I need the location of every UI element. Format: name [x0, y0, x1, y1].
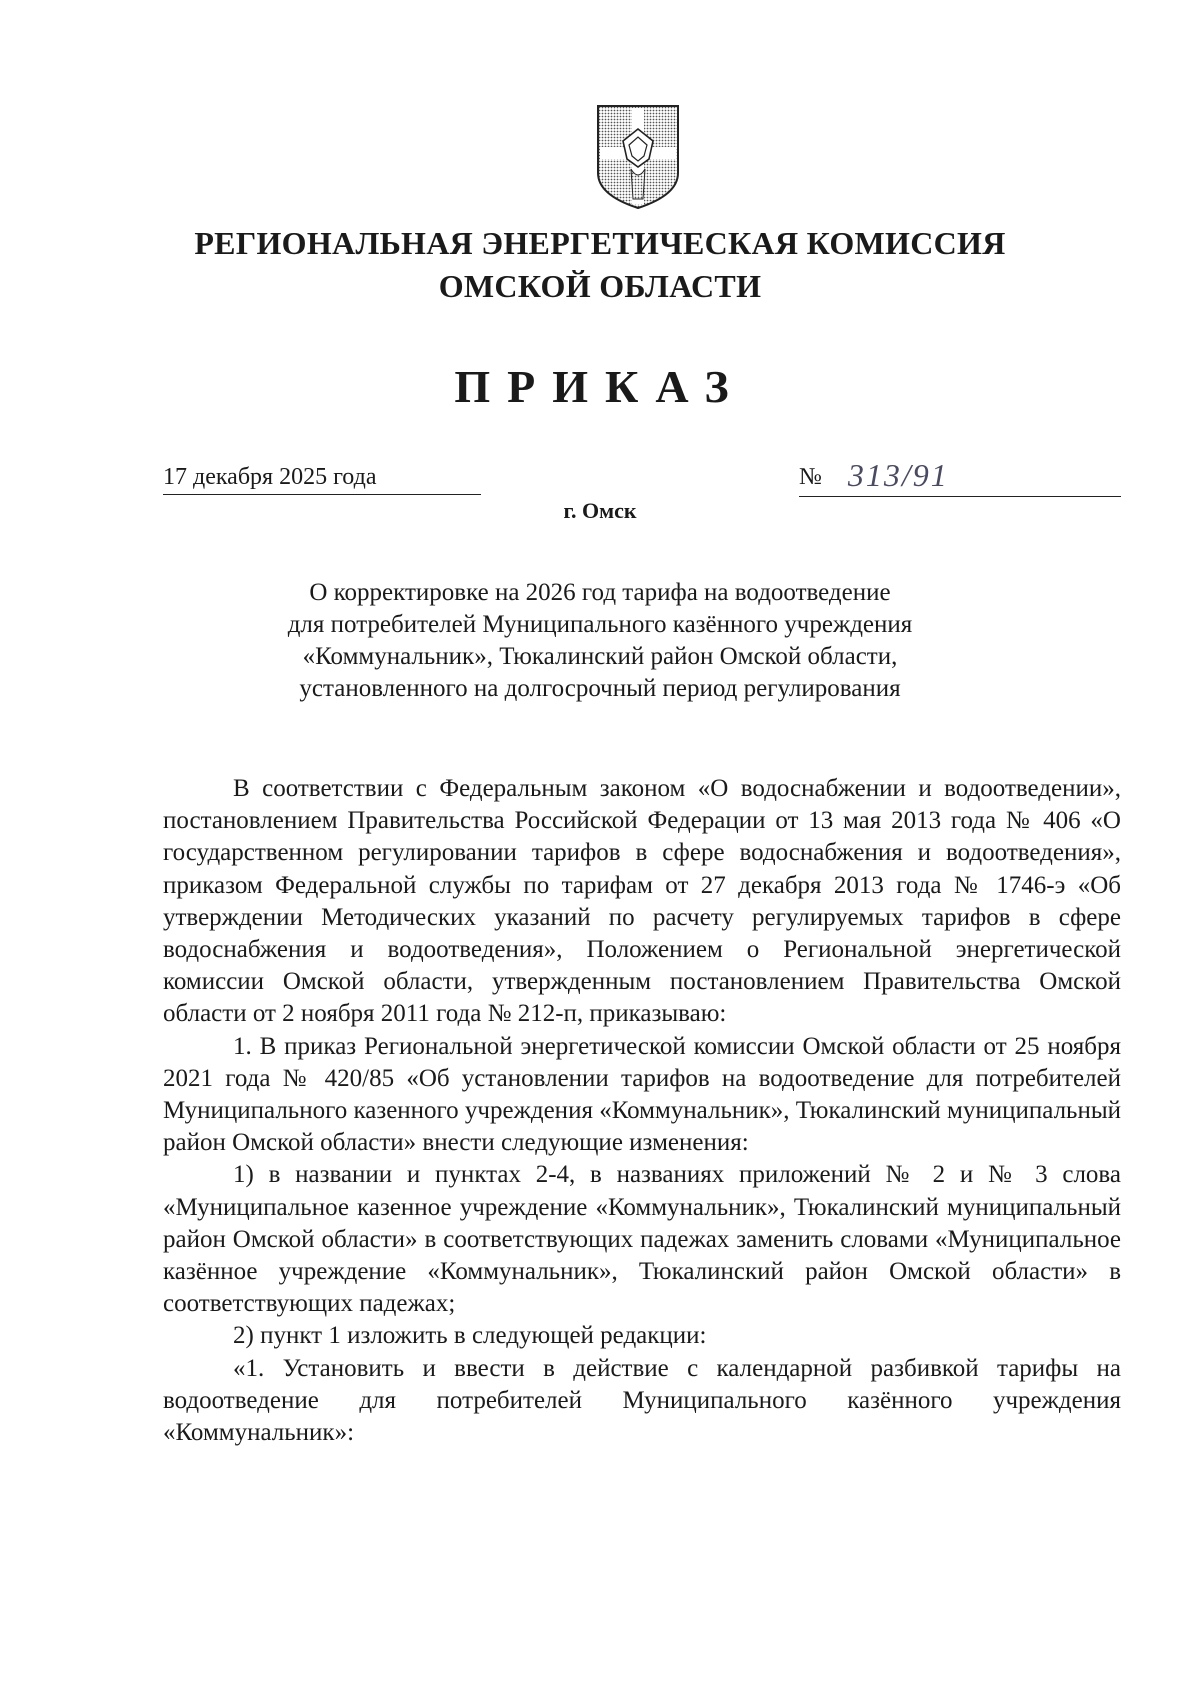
document-type-title: ПРИКАЗ [454, 361, 746, 412]
number-sign: № [799, 464, 822, 490]
document-number-handwritten: 313/91 [847, 457, 949, 493]
document-date: 17 декабря 2025 года [163, 460, 481, 495]
subject-line: установленного на долгосрочный период регулирования [299, 675, 901, 702]
document-number-field [799, 458, 1121, 497]
document-subject [0, 577, 1200, 705]
body-paragraph-subitem-2: 2) пункт 1 изложить в следующей редакции: [233, 1322, 707, 1350]
body-paragraph-preamble: В соответствии с Федеральным законом «О водоснабжении и водоотведении», постановлением Правительства Российской Федерации от 13 мая 2013 года № 406 «О государственном регулировании тарифов в сфере водоснабжения и водоотведения», приказом Федеральной службы по тарифам от 27 декабря 2013 года № 1746-э «Об утверждении Методических указаний по расчету регулируемых тарифов в сфере водоснабжения и водоотведения», Положением о Региональной энергетической комиссии Омской области, утвержденным постановлением Правительства Омской области от 2 ноября 2011 года № 212-п, приказываю: [163, 775, 1121, 1028]
coat-of-arms-emblem [595, 103, 681, 211]
document-body [163, 773, 1121, 1449]
city-name: г. Омск [563, 498, 637, 523]
body-paragraph-item-1: 1. В приказ Региональной энергетической комиссии Омской области от 25 ноября 2021 года № 420/85 «Об установлении тарифов на водоотведение для потребителей Муниципального казенного учреждения «Коммунальник», Тюкалинский муниципальный район Омской области» внести следующие изменения: [163, 1032, 1121, 1157]
subject-line: для потребителей Муниципального казённого учреждения [287, 611, 913, 638]
organization-name-line2: ОМСКОЙ ОБЛАСТИ [438, 268, 762, 304]
subject-line: О корректировке на 2026 год тарифа на водоотведение [309, 579, 891, 606]
subject-line: «Коммунальник», Тюкалинский район Омской области, [302, 643, 898, 670]
body-paragraph-subitem-1: 1) в названии и пунктах 2-4, в названиях приложений № 2 и № 3 слова «Муниципальное казенное учреждение «Коммунальник», Тюкалинский муниципальный район Омской области» в соответствующих падежах заменить словами «Муниципальное казённое учреждение «Коммунальник», Тюкалинский район Омской области» в соответствующих падежах; [163, 1161, 1121, 1318]
body-paragraph-quoted-clause: «1. Установить и ввести в действие с календарной разбивкой тарифы на водоотведение для потребителей Муниципального казённого учреждения «Коммунальник»: [163, 1354, 1121, 1447]
organization-name-line1: РЕГИОНАЛЬНАЯ ЭНЕРГЕТИЧЕСКАЯ КОМИССИЯ [194, 225, 1006, 261]
